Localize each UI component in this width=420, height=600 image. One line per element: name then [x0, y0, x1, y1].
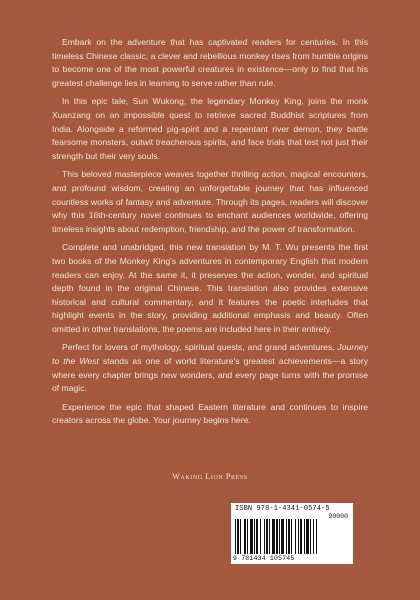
blurb-paragraph-4: Complete and unabridged, this new translation by M. T. Wu presents the first two books of the Monkey King's adventures in contemporary English that modern readers can enjoy. At the same it, it preserves the action, wonder, and spiritual depth found in the original Chinese. This translation also provides extensive historical and cultural commentary, and it features the poetic interludes that highlight events in the story, providing additional emphasis and beauty. Often omitted in other translations, the poems are included here in their entirety. [52, 242, 368, 334]
blurb-paragraph-1: Embark on the adventure that has captivated readers for centuries. In this timeless Chinese classic, a clever and rebellious monkey rises from humble origins to become one of the most powerful creatures in existence—only to find that his greatest challenge lies in learning to serve rather than rule. [52, 37, 368, 88]
barcode-bars [235, 519, 349, 554]
p5-lead: Perfect for lovers of mythology, spiritual quests, and grand adventures, [62, 342, 338, 353]
blurb-paragraph-3: This beloved masterpiece weaves together thrilling action, magical encounters, and profound wisdom, creating an unforgettable journey that has influenced countless works of fantasy and adventure. Through its pages, readers will discover why this 16th-century novel continues to enchant audiences worldwide, offering timeless insights about redemption, friendship, and the power of transformation. [52, 169, 368, 234]
blurb-paragraph-6: Experience the epic that shaped Eastern literature and continues to inspire creators across the globe. Your journey begins here. [52, 401, 368, 426]
book-title-italic: Journey to the West [52, 342, 368, 367]
blurb-text [52, 36, 368, 433]
publisher-name: Waking Lion Press [172, 472, 248, 481]
blurb-paragraph-5 [52, 341, 368, 395]
price-code: 90000 [328, 513, 348, 520]
isbn-text: ISBN 978-1-4341-0574-5 [235, 505, 330, 513]
blurb-paragraph-2: In this epic tale, Sun Wukong, the legendary Monkey King, joins the monk Xuanzang on an impossible quest to retrieve sacred Buddhist scriptures from India. Alongside a reformed pig-spirit and a repentant river demon, they battle fearsome monsters, outwit treacherous spirits, and face trials that test not just their strength but their very souls. [52, 96, 368, 161]
ean-digits: 9 781434 105745 [233, 555, 295, 562]
p5-tail: stands as one of world literature's greatest achievements—a story where every chapter brings new wonders, and every page turns with the promise of magic. [52, 356, 368, 394]
isbn-barcode [231, 503, 353, 564]
